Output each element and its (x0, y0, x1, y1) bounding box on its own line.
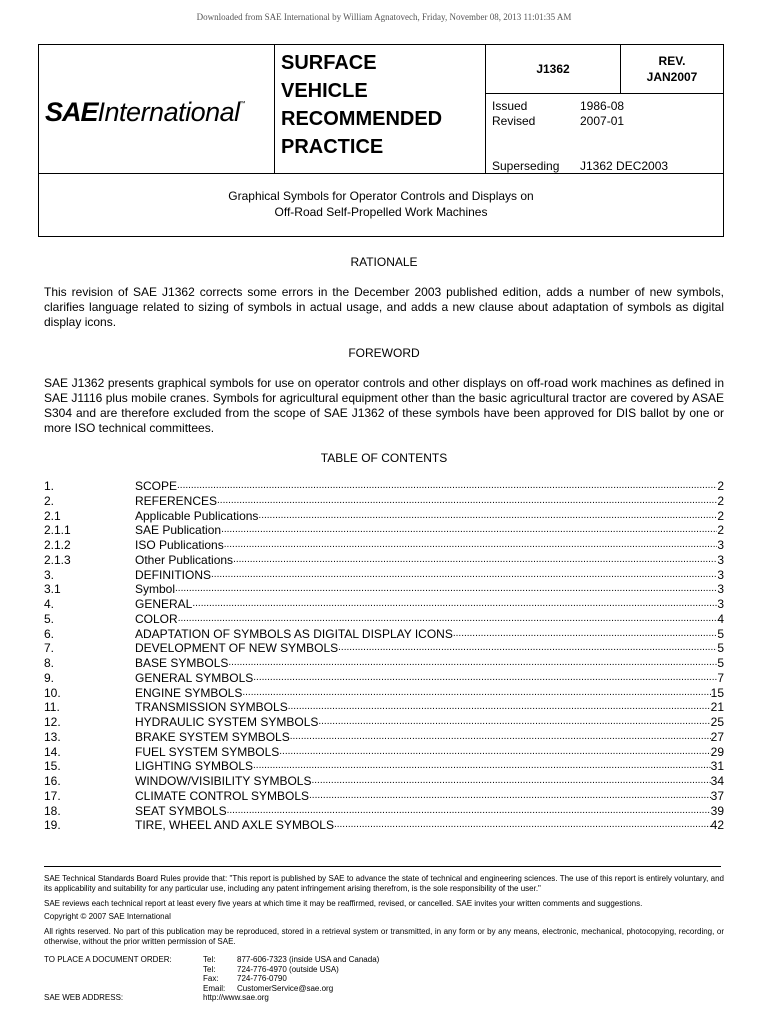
toc-entry-number: 2.1.2 (44, 538, 71, 552)
toc-entry-title: WINDOW/VISIBILITY SYMBOLS (135, 774, 312, 788)
toc-entry-page: 4 (717, 611, 724, 626)
toc-entry-number: 19. (44, 818, 61, 833)
doc-type (281, 49, 481, 161)
table-of-contents (44, 479, 724, 833)
tel2-value: 724-776-4970 (outside USA) (237, 964, 339, 974)
toc-entry-body (135, 538, 724, 553)
toc-leader-dots (211, 568, 717, 583)
tel2-label: Tel: (203, 964, 216, 974)
toc-entry-number: 1. (44, 479, 55, 493)
toc-entry-title: CLIMATE CONTROL SYMBOLS (135, 788, 310, 803)
toc-entry-number: 2.1.3 (44, 552, 71, 567)
toc-entry-number: 17. (44, 788, 61, 803)
toc-entry[interactable] (44, 686, 724, 701)
foreword-text: SAE J1362 presents graphical symbols for use on operator controls and other displays on off-road work machines as defined in SAE J1116 plus mobile cranes. Symbols for agricultural equipment other than the basic agricultural tractor are covered by ASAE S304 and are therefore excluded from the scope of SAE J1362 of these symbols have been approved for DIS ballot by one or more ISO technical committees. (44, 376, 724, 435)
toc-entry[interactable] (44, 509, 724, 524)
doc-info-cell (486, 45, 723, 173)
toc-entry-body (135, 627, 724, 642)
toc-leader-dots (253, 759, 711, 774)
toc-entry-page: 3 (717, 538, 724, 552)
toc-entry-body (135, 479, 724, 494)
superseding-label: Superseding (492, 159, 560, 173)
toc-entry-body (135, 818, 724, 833)
fax-label: Fax: (203, 974, 219, 983)
doc-type-line: SURFACE (281, 52, 377, 74)
toc-entry-page: 2 (717, 479, 724, 493)
toc-entry-title: BASE SYMBOLS (135, 656, 229, 670)
doc-type-cell (275, 45, 486, 173)
toc-entry-page: 34 (710, 774, 724, 788)
issued-row (492, 99, 624, 113)
toc-entry-body (135, 745, 724, 760)
toc-entry-title: Other Publications (135, 552, 234, 567)
toc-entry-number: 3. (44, 567, 55, 582)
toc-leader-dots (233, 553, 717, 568)
rev-date: JAN2007 (646, 70, 698, 84)
toc-entry-page: 2 (717, 508, 724, 523)
web-label: SAE WEB ADDRESS: (44, 993, 124, 1002)
issued-value: 1986-08 (580, 99, 625, 113)
toc-entry-number: 2.1 (44, 508, 61, 523)
toc-entry-title: LIGHTING SYMBOLS (135, 759, 254, 774)
toc-entry-number: 15. (44, 759, 61, 774)
toc-entry-number: 12. (44, 715, 61, 729)
toc-entry-page: 3 (717, 567, 724, 582)
fax-value: 724-776-0790 (237, 974, 287, 983)
toc-entry-body (135, 774, 724, 789)
toc-entry-title: COLOR (135, 611, 178, 626)
document-title-line: Off-Road Self-Propelled Work Machines (274, 205, 488, 219)
rev-label: REV. (658, 54, 686, 68)
toc-entry-number: 16. (44, 774, 61, 788)
toc-entry-number: 10. (44, 685, 61, 700)
toc-leader-dots (290, 730, 711, 745)
toc-entry-body (135, 671, 724, 686)
toc-entry-title: GENERAL (135, 597, 193, 611)
toc-entry[interactable] (44, 494, 724, 509)
toc-entry-body (135, 700, 724, 715)
toc-entry[interactable] (44, 597, 724, 612)
toc-entry[interactable] (44, 789, 724, 804)
email-value[interactable]: CustomerService@sae.org (237, 983, 334, 993)
revised-label: Revised (492, 114, 536, 128)
toc-entry-page: 3 (717, 597, 724, 611)
toc-entry-number: 11. (44, 700, 60, 715)
toc-entry-page: 29 (710, 744, 724, 759)
order-row (44, 965, 724, 975)
toc-leader-dots (192, 597, 717, 612)
doc-type-line: PRACTICE (281, 136, 384, 158)
copyright: Copyright © 2007 SAE International (44, 912, 171, 921)
toc-entry-page: 7 (717, 670, 724, 685)
toc-entry-title: HYDRAULIC SYSTEM SYMBOLS (135, 715, 319, 729)
tel-label: Tel: (203, 955, 216, 964)
toc-entry-page: 31 (710, 759, 724, 774)
revised-row (492, 114, 624, 128)
toc-entry-title: DEFINITIONS (135, 567, 212, 582)
sae-international-logo (45, 97, 246, 128)
toc-entry[interactable] (44, 656, 724, 671)
toc-entry-page: 25 (710, 715, 724, 729)
toc-entry-body (135, 656, 724, 671)
toc-entry-title: SEAT SYMBOLS (135, 803, 227, 818)
toc-entry-number: 13. (44, 729, 61, 744)
toc-entry-page: 5 (717, 656, 724, 670)
toc-entry-body (135, 523, 724, 538)
toc-leader-dots (177, 479, 717, 494)
toc-entry-number: 2. (44, 493, 55, 508)
toc-entry-number: 3.1 (44, 582, 61, 597)
toc-entry-title: Applicable Publications (135, 508, 259, 523)
doc-type-line: RECOMMENDED (281, 108, 443, 130)
toc-entry-title: REFERENCES (135, 493, 218, 508)
toc-leader-dots (318, 715, 710, 730)
toc-leader-dots (224, 538, 718, 553)
header-top-row (39, 45, 723, 174)
toc-entry-page: 5 (717, 641, 724, 656)
toc-entry-number: 14. (44, 744, 61, 759)
toc-entry-number: 18. (44, 803, 61, 818)
toc-entry-page: 3 (717, 552, 724, 567)
toc-entry-page: 2 (717, 493, 724, 508)
toc-entry-number: 8. (44, 656, 55, 670)
toc-leader-dots (258, 509, 717, 524)
logo-cell (39, 45, 275, 173)
standards-board-rules: SAE Technical Standards Board Rules provide that: "This report is published by SAE to advance the state of technical and engineering sciences. The use of this report is entirely voluntary, and its applicability and suitability for any particular use, including any patent infringement arising therefrom, is the sole responsibility of the user." (44, 874, 724, 893)
toc-entry-number: 4. (44, 597, 55, 611)
issued-label: Issued (492, 99, 528, 113)
toc-entry-title: DEVELOPMENT OF NEW SYMBOLS (135, 641, 339, 656)
toc-entry-page: 2 (717, 523, 724, 538)
rationale-text: This revision of SAE J1362 corrects some errors in the December 2003 published edition, adds a number of new symbols, clarifies language related to sizing of symbols in actual usage, and adds a new clause about adaptation of symbols as digital display icons. (44, 285, 724, 329)
toc-leader-dots (242, 686, 710, 701)
logo-trademark: ™ (239, 101, 246, 107)
toc-entry-page: 42 (710, 818, 724, 833)
toc-leader-dots (334, 818, 711, 833)
toc-entry-page: 27 (710, 729, 724, 744)
toc-entry[interactable] (44, 745, 724, 760)
order-row (44, 955, 724, 965)
toc-entry[interactable] (44, 818, 724, 833)
toc-entry-page: 5 (717, 626, 724, 641)
toc-entry[interactable] (44, 612, 724, 627)
toc-entry[interactable] (44, 538, 724, 553)
toc-entry[interactable] (44, 523, 724, 538)
toc-entry-title: GENERAL SYMBOLS (135, 670, 254, 685)
toc-entry[interactable] (44, 641, 724, 656)
toc-entry-number: 7. (44, 641, 55, 656)
revision-box (621, 45, 723, 94)
toc-entry-body (135, 582, 724, 597)
toc-leader-dots (175, 582, 717, 597)
order-row (44, 993, 724, 1003)
toc-entry[interactable] (44, 627, 724, 642)
toc-entry-body (135, 509, 724, 524)
toc-leader-dots (288, 700, 711, 715)
toc-entry-body (135, 715, 724, 730)
toc-entry[interactable] (44, 568, 724, 583)
toc-leader-dots (338, 641, 717, 656)
toc-heading: TABLE OF CONTENTS (320, 451, 448, 465)
toc-entry-page: 37 (710, 788, 724, 803)
toc-leader-dots (178, 612, 718, 627)
rationale-heading: RATIONALE (350, 255, 418, 269)
doc-code: J1362 (486, 45, 621, 94)
toc-entry-number: 6. (44, 626, 55, 641)
order-info (44, 955, 724, 1003)
toc-entry[interactable] (44, 730, 724, 745)
toc-entry-page: 15 (710, 685, 724, 700)
toc-entry[interactable] (44, 671, 724, 686)
download-notice: Downloaded from SAE International by William Agnatovech, Friday, November 08, 2013 11:01:35 AM (196, 12, 572, 22)
order-row (44, 974, 724, 984)
toc-entry-body (135, 597, 724, 612)
toc-entry-body (135, 553, 724, 568)
logo-sae-text: SAE (45, 97, 98, 127)
toc-leader-dots (227, 804, 711, 819)
toc-entry-title: Symbol (135, 582, 176, 597)
toc-entry[interactable] (44, 553, 724, 568)
rights-notice: All rights reserved. No part of this publication may be reproduced, stored in a retrieval system or transmitted, in any form or by any means, electronic, mechanical, photocopying, recording, or otherwise, without the prior written permission of SAE. (44, 927, 724, 946)
toc-entry-body (135, 789, 724, 804)
toc-entry-title: SAE Publication (135, 523, 222, 538)
toc-entry-title: ADAPTATION OF SYMBOLS AS DIGITAL DISPLAY ICONS (135, 626, 453, 641)
toc-leader-dots (221, 523, 717, 538)
toc-entry-page: 3 (717, 582, 724, 597)
review-notice: SAE reviews each technical report at least every five years at which time it may be reaffirmed, revised, or cancelled. SAE invites your written comments and suggestions. (44, 899, 643, 908)
toc-entry[interactable] (44, 582, 724, 597)
toc-leader-dots (311, 774, 710, 789)
toc-entry-body (135, 686, 724, 701)
toc-entry-page: 21 (710, 700, 724, 715)
toc-entry[interactable] (44, 774, 724, 789)
toc-entry-title: TRANSMISSION SYMBOLS (135, 700, 288, 715)
order-row (44, 984, 724, 994)
toc-entry-body (135, 804, 724, 819)
superseding-row (492, 159, 668, 173)
tel-value: 877-606-7323 (inside USA and Canada) (237, 955, 380, 964)
doc-type-line: VEHICLE (281, 80, 368, 102)
toc-entry[interactable] (44, 804, 724, 819)
email-label: Email: (203, 983, 226, 993)
logo-international-text: International (97, 97, 240, 127)
document-title-line: Graphical Symbols for Operator Controls and Displays on (228, 189, 534, 203)
web-link[interactable]: http://www.sae.org (203, 993, 269, 1002)
toc-entry-body (135, 641, 724, 656)
toc-entry-title: TIRE, WHEEL AND AXLE SYMBOLS (135, 818, 334, 833)
footer-divider (44, 866, 721, 867)
toc-entry-body (135, 612, 724, 627)
toc-leader-dots (228, 656, 717, 671)
toc-entry-number: 9. (44, 670, 55, 685)
toc-leader-dots (453, 627, 717, 642)
toc-entry-body (135, 494, 724, 509)
toc-entry[interactable] (44, 700, 724, 715)
toc-entry-title: ENGINE SYMBOLS (135, 685, 243, 700)
toc-leader-dots (309, 789, 711, 804)
document-header-box (38, 44, 724, 237)
toc-entry-title: ISO Publications (135, 538, 224, 552)
toc-entry-body (135, 730, 724, 745)
toc-entry-body (135, 568, 724, 583)
toc-leader-dots (253, 671, 717, 686)
toc-entry-page: 39 (710, 803, 724, 818)
toc-leader-dots (279, 745, 710, 760)
revised-value: 2007-01 (580, 114, 625, 128)
foreword-heading: FOREWORD (348, 346, 420, 360)
toc-leader-dots (217, 494, 717, 509)
toc-entry-number: 5. (44, 611, 55, 626)
toc-entry-body (135, 759, 724, 774)
order-label: TO PLACE A DOCUMENT ORDER: (44, 955, 172, 964)
superseding-value: J1362 DEC2003 (580, 159, 669, 173)
toc-entry-title: SCOPE (135, 479, 178, 493)
document-title (39, 188, 723, 220)
toc-entry-title: FUEL SYSTEM SYMBOLS (135, 744, 280, 759)
toc-entry-number: 2.1.1 (44, 523, 71, 538)
toc-entry[interactable] (44, 479, 724, 494)
toc-entry[interactable] (44, 715, 724, 730)
toc-entry[interactable] (44, 759, 724, 774)
toc-entry-title: BRAKE SYSTEM SYMBOLS (135, 729, 290, 744)
